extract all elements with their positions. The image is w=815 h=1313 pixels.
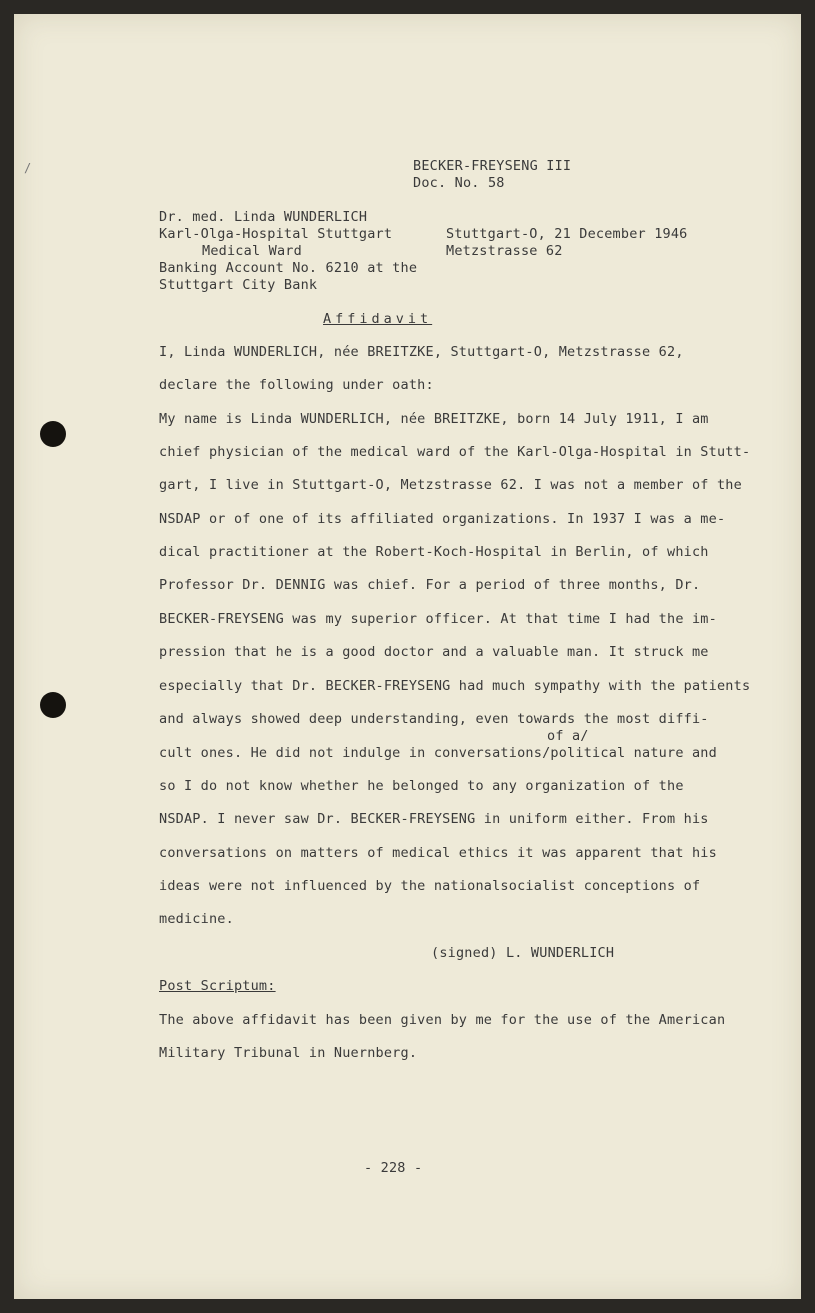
sender-ward: Medical Ward bbox=[202, 243, 302, 259]
body-line: declare the following under oath: bbox=[159, 377, 434, 393]
sender-bank: Stuttgart City Bank bbox=[159, 277, 318, 293]
punch-hole-top bbox=[40, 421, 66, 447]
document-number: Doc. No. 58 bbox=[413, 175, 505, 191]
margin-mark: / bbox=[24, 161, 32, 175]
sender-hospital: Karl-Olga-Hospital Stuttgart bbox=[159, 226, 393, 242]
body-line: NSDAP. I never saw Dr. BECKER-FREYSENG in uniform either. From his bbox=[159, 811, 709, 827]
punch-hole-bottom bbox=[40, 692, 66, 718]
case-reference: BECKER-FREYSENG III bbox=[413, 158, 572, 174]
page-number: - 228 - bbox=[364, 1160, 423, 1176]
document-page bbox=[14, 14, 801, 1299]
handwritten-insertion: of a/ bbox=[547, 728, 589, 744]
body-line: I, Linda WUNDERLICH, née BREITZKE, Stuttgart-O, Metzstrasse 62, bbox=[159, 344, 684, 360]
body-line: BECKER-FREYSENG was my superior officer. At that time I had the im- bbox=[159, 611, 717, 627]
sender-name: Dr. med. Linda WUNDERLICH bbox=[159, 209, 368, 225]
body-line: especially that Dr. BECKER-FREYSENG had much sympathy with the patients bbox=[159, 678, 751, 694]
body-line: gart, I live in Stuttgart-O, Metzstrasse 62. I was not a member of the bbox=[159, 477, 742, 493]
body-line: dical practitioner at the Robert-Koch-Hospital in Berlin, of which bbox=[159, 544, 709, 560]
body-line: pression that he is a good doctor and a valuable man. It struck me bbox=[159, 644, 709, 660]
body-line: conversations on matters of medical ethics it was apparent that his bbox=[159, 845, 717, 861]
body-line: ideas were not influenced by the nationalsocialist conceptions of bbox=[159, 878, 701, 894]
body-line: NSDAP or of one of its affiliated organizations. In 1937 I was a me- bbox=[159, 511, 726, 527]
body-line: and always showed deep understanding, even towards the most diffi- bbox=[159, 711, 709, 727]
document-title: Affidavit bbox=[323, 311, 433, 327]
street-address: Metzstrasse 62 bbox=[446, 243, 563, 259]
body-line: cult ones. He did not indulge in conversations/political nature and bbox=[159, 745, 717, 761]
postscript-heading: Post Scriptum: bbox=[159, 978, 276, 994]
sender-bank-account: Banking Account No. 6210 at the bbox=[159, 260, 418, 276]
body-line: chief physician of the medical ward of the Karl-Olga-Hospital in Stutt- bbox=[159, 444, 751, 460]
signature: (signed) L. WUNDERLICH bbox=[431, 945, 615, 961]
body-line: medicine. bbox=[159, 911, 234, 927]
place-date: Stuttgart-O, 21 December 1946 bbox=[446, 226, 688, 242]
body-line: Professor Dr. DENNIG was chief. For a period of three months, Dr. bbox=[159, 577, 701, 593]
postscript-line: Military Tribunal in Nuernberg. bbox=[159, 1045, 418, 1061]
body-line: My name is Linda WUNDERLICH, née BREITZKE, born 14 July 1911, I am bbox=[159, 411, 709, 427]
body-line: so I do not know whether he belonged to any organization of the bbox=[159, 778, 684, 794]
postscript-line: The above affidavit has been given by me for the use of the American bbox=[159, 1012, 726, 1028]
